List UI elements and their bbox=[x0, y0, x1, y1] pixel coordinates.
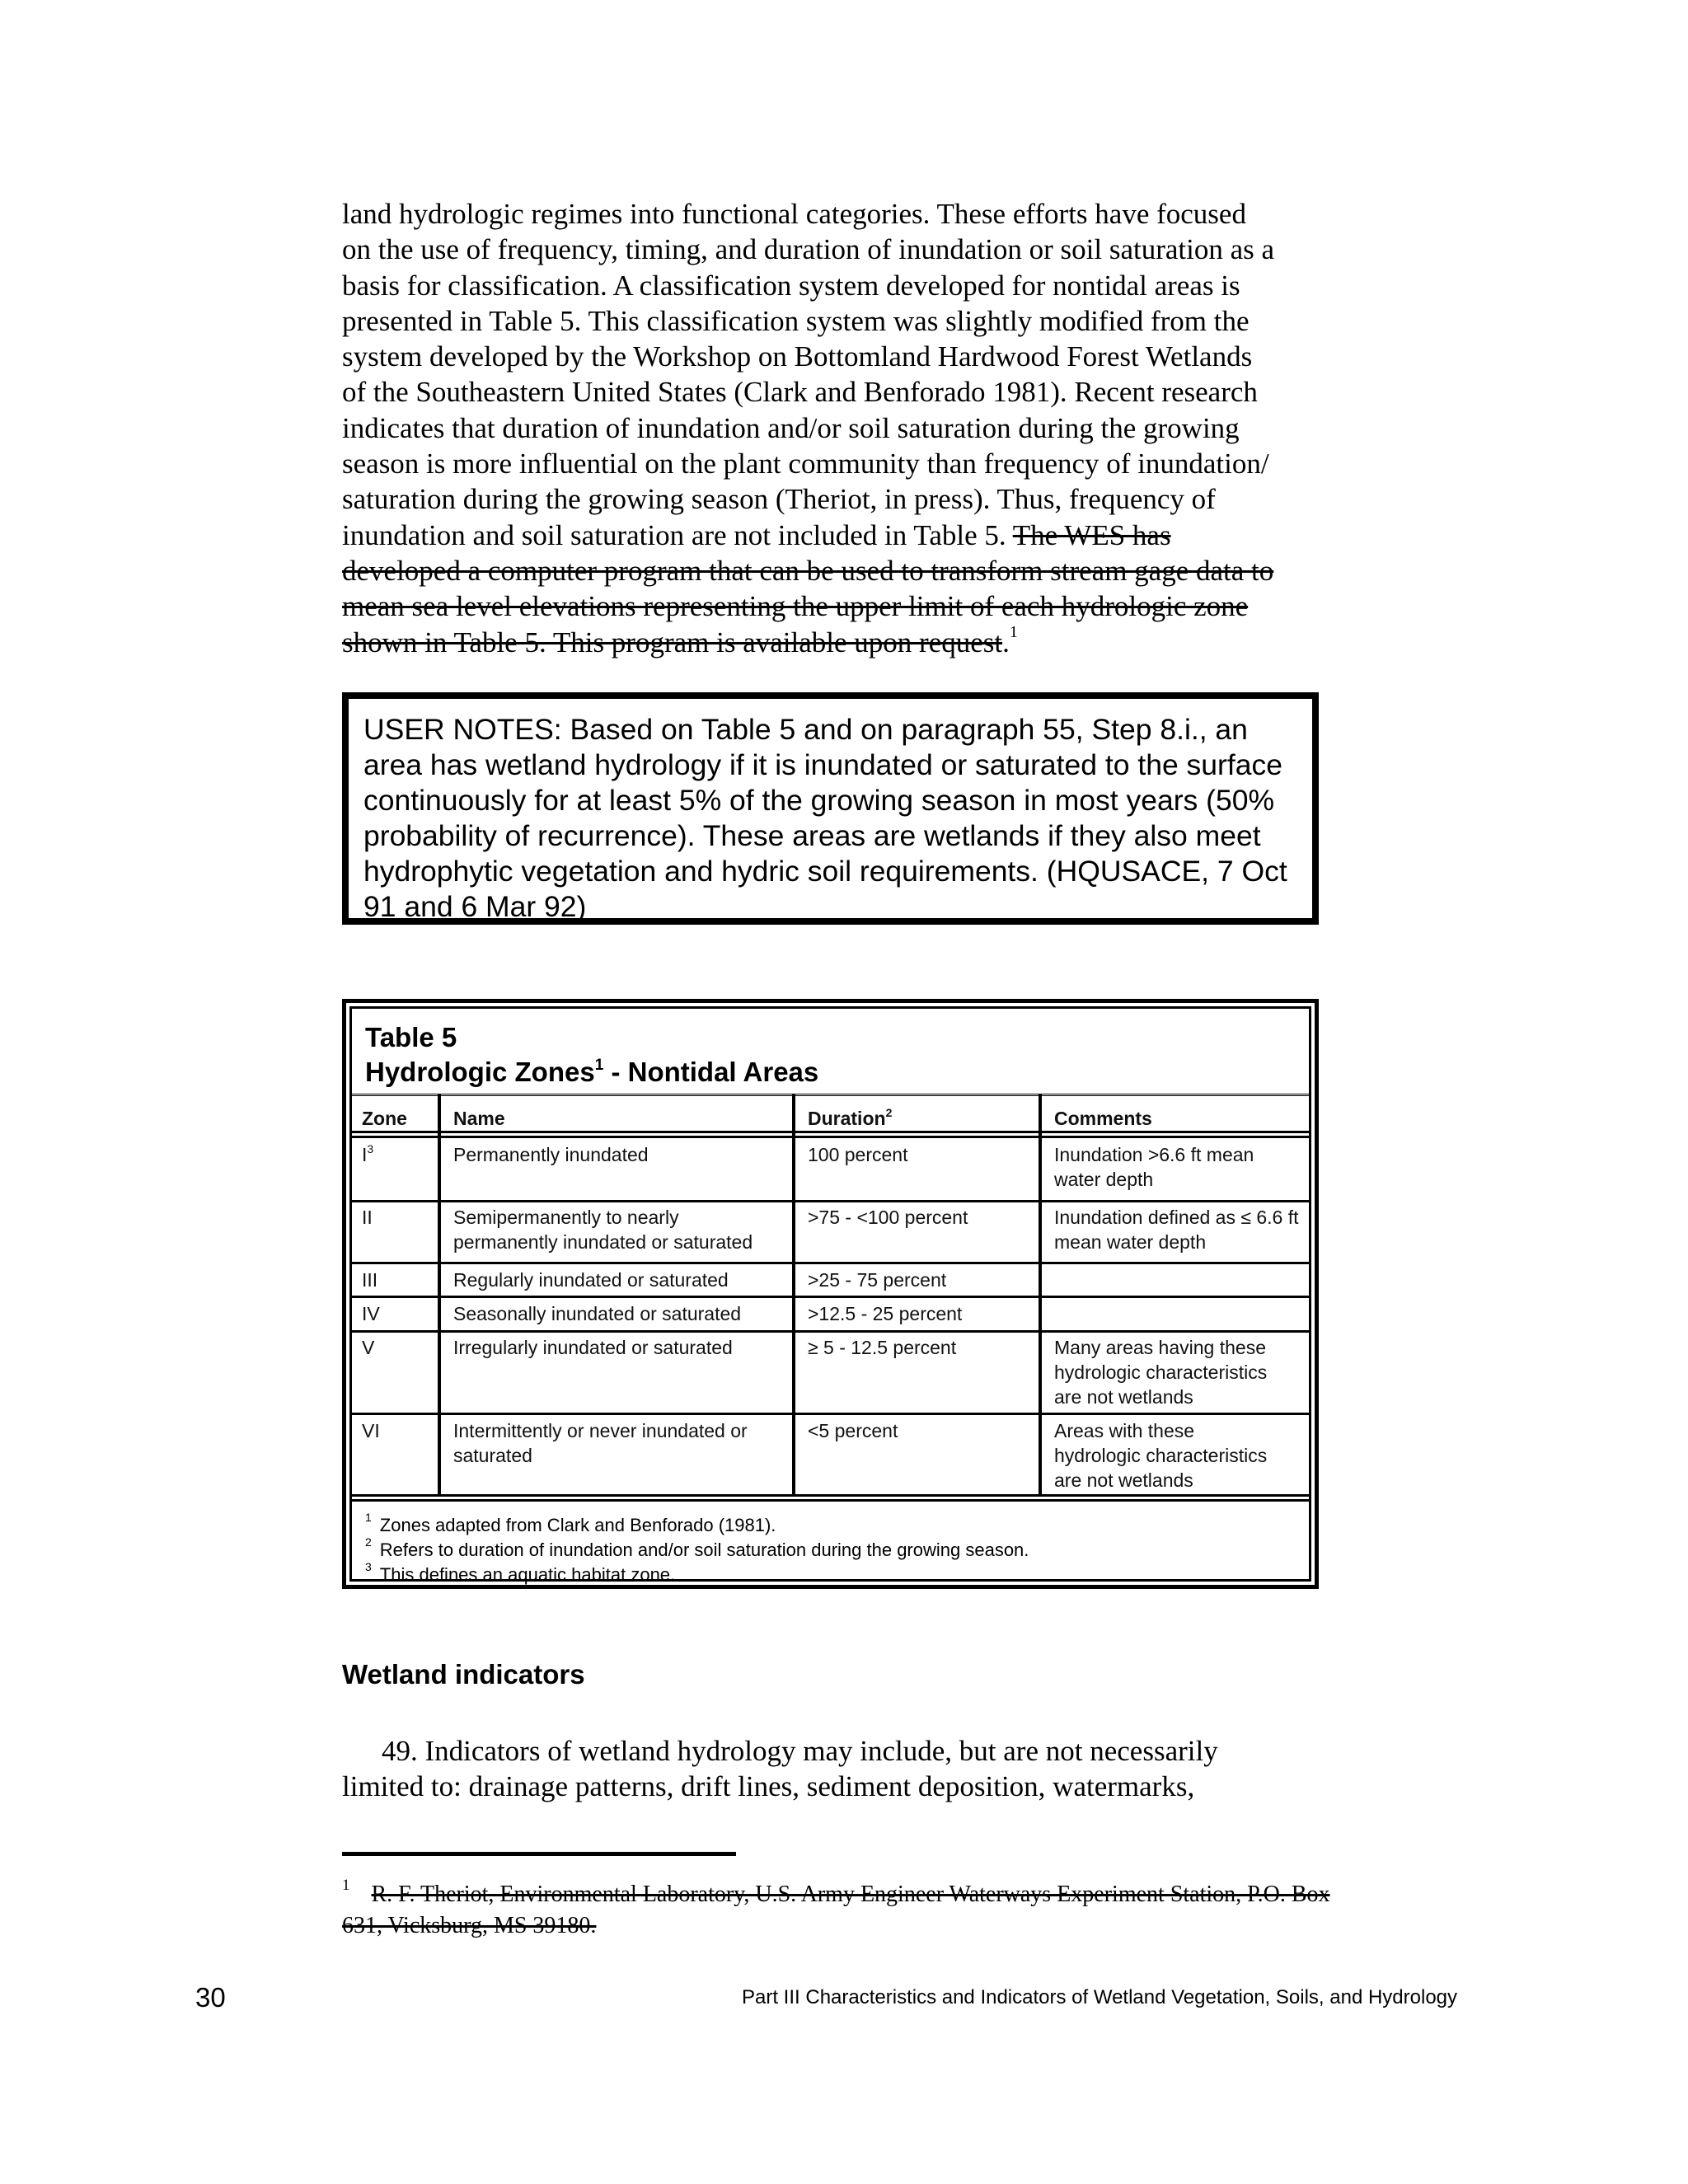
table-footnote: $^1$ Zones adapted from Clark and Benforado (1981). bbox=[365, 1511, 776, 1535]
running-footer: Part III Characteristics and Indicators of Wetland Vegetation, Soils, and Hydrology bbox=[742, 1986, 1458, 2008]
table-row-duration: <5 percent bbox=[808, 1420, 898, 1441]
table-title-line1: Table 5 bbox=[365, 1022, 457, 1052]
table-row-zone: V bbox=[362, 1337, 375, 1358]
table-row-comments: Inundation defined as ≤ 6.6 ft mean water depth bbox=[1054, 1207, 1299, 1253]
body-paragraph-top bbox=[342, 196, 1282, 660]
table-row-name: Regularly inundated or saturated bbox=[453, 1269, 729, 1291]
table-row-duration: ≥ 5 - 12.5 percent bbox=[808, 1337, 957, 1358]
page-number: 30 bbox=[195, 1982, 226, 2013]
table-5 bbox=[342, 999, 1319, 1589]
table-row-name: Permanently inundated bbox=[453, 1144, 649, 1165]
user-notes-box bbox=[342, 692, 1319, 925]
table-row-zone: IV bbox=[362, 1303, 380, 1324]
table-row-comments: Areas with these hydrologic characteristics are not wetlands bbox=[1054, 1420, 1268, 1491]
user-notes-text: USER NOTES: Based on Table 5 and on paragraph 55, Step 8.i., an area has wetland hydrology if it is inundated or saturated to the surface continuously for at least 5% of the growing season in most years (50% probability of recurrence). These areas are wetlands if they also meet hydrophytic vegetation and hydric soil requirements. (HQUSACE, 7 Oct 91 and 6 Mar 92) bbox=[363, 713, 1287, 923]
header-comments: Comments bbox=[1054, 1108, 1152, 1129]
table-row-name: Semipermanently to nearly permanently inundated or saturated bbox=[453, 1207, 753, 1253]
table-footnote: $^2$ Refers to duration of inundation and/or soil saturation during the growing season. bbox=[365, 1535, 1029, 1560]
header-duration: Duration$^2$ bbox=[808, 1106, 893, 1129]
table-row-zone: VI bbox=[362, 1420, 380, 1441]
table-footnote: $^3$ This defines an aquatic habitat zone. bbox=[365, 1560, 676, 1585]
struck-text: The WES has developed a computer program that can be used to transform stream gage data to mean sea level elevations representing the upper limit of each hydrologic zone shown in Table 5. This program is available upon request bbox=[342, 518, 1274, 658]
paragraph-49: 49. Indicators of wetland hydrology may include, but are not necessarily limited to: drainage patterns, drift lines, sediment deposition, watermarks, bbox=[342, 1735, 1218, 1803]
section-heading: Wetland indicators bbox=[342, 1659, 585, 1690]
paragraph-text: land hydrologic regimes into functional categories. These efforts have focused on the use of frequency, timing, and duration of inundation or soil saturation as a basis for classification. A classification system developed for nontidal areas is presented in Table 5. This classification system was slightly modified from the system developed by the Workshop on Bottomland Hardwood Forest Wetlands of the Southeastern United States (Clark and Benforado 1981). Recent research indicates that duration of inundation and/or soil saturation during the growing season is more influential on the plant community than frequency of inundation/ saturation during the growing season (Theriot, in press). Thus, frequency of inundation and soil saturation are not included in Table 5. bbox=[342, 198, 1275, 551]
table-row-duration: >12.5 - 25 percent bbox=[808, 1303, 963, 1324]
table-title-line2: Hydrologic Zones$^1$ - Nontidal Areas bbox=[365, 1057, 819, 1087]
table-row-name: Intermittently or never inundated or saturated bbox=[453, 1420, 748, 1466]
table-row-zone: II bbox=[362, 1207, 373, 1228]
footnote-separator bbox=[342, 1852, 736, 1856]
table-row-comments: Many areas having these hydrologic characteristics are not wetlands bbox=[1054, 1337, 1268, 1408]
footnote-ref[interactable]: 1 bbox=[1009, 622, 1018, 641]
table-title bbox=[352, 1009, 1309, 1096]
table-row-duration: >25 - 75 percent bbox=[808, 1269, 947, 1291]
header-name: Name bbox=[453, 1108, 505, 1129]
page-footnote: $^1$ R. F. Theriot, Environmental Laboratory, U.S. Army Engineer Waterways Experiment Station, P.O. Box 631, Vicksburg, MS 39180. bbox=[342, 1877, 1330, 1938]
table-row-comments: Inundation >6.6 ft mean water depth bbox=[1054, 1144, 1254, 1190]
table-row-name: Seasonally inundated or saturated bbox=[453, 1303, 742, 1324]
header-zone: Zone bbox=[362, 1108, 407, 1129]
paragraph-end: . bbox=[1002, 626, 1010, 658]
table-row-zone: $I^3$ bbox=[362, 1142, 374, 1165]
table-row-zone: III bbox=[362, 1269, 378, 1291]
table-row-duration: 100 percent bbox=[808, 1144, 908, 1165]
table-row-name: Irregularly inundated or saturated bbox=[453, 1337, 733, 1358]
table-row-duration: >75 - <100 percent bbox=[808, 1207, 968, 1228]
